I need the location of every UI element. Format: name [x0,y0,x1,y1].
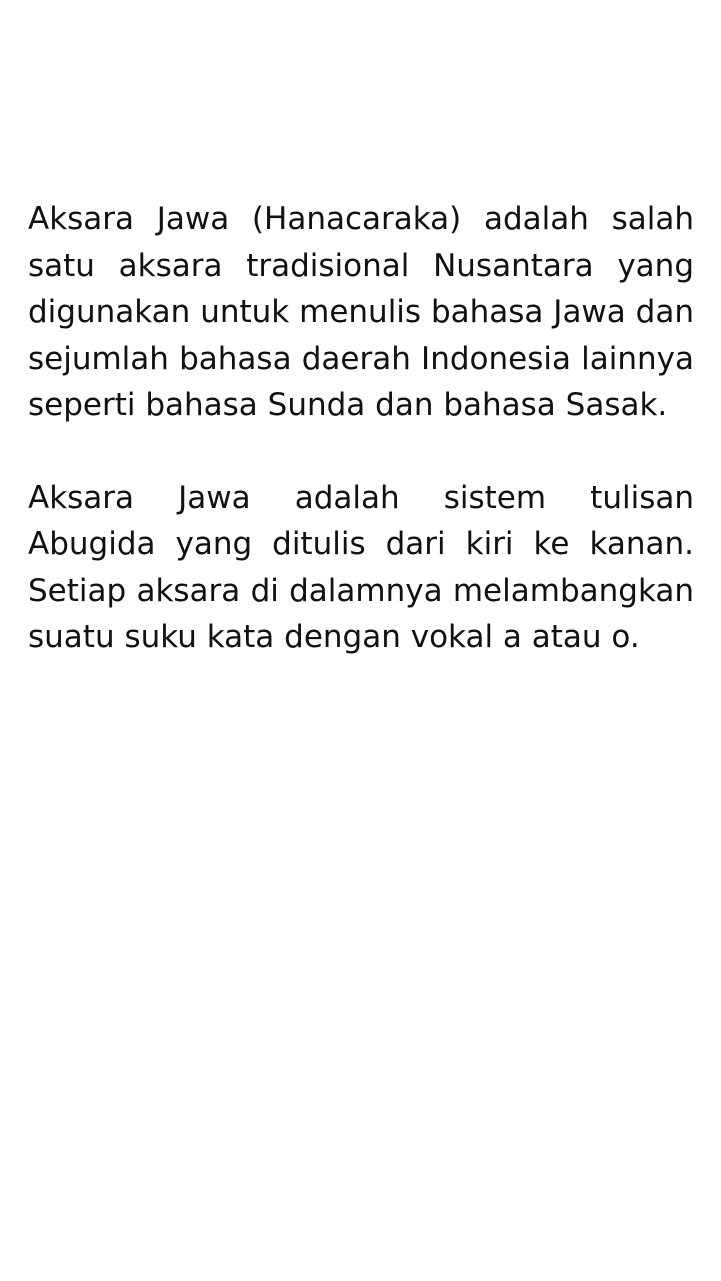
article-paragraph-2: Aksara Jawa adalah sistem tulisan Abugida yang ditulis dari kiri ke kanan. Setiap aksara di dalamnya melambangkan suatu suku kata dengan vokal a atau o. [28,479,694,655]
article-paragraph-1: Aksara Jawa (Hanacaraka) adalah salah satu aksara tradisional Nusantara yang digunakan untuk menulis bahasa Jawa dan sejumlah bahasa daerah Indonesia lainnya seperti bahasa Sunda dan bahasa Sasak. [28,201,694,423]
article-content [28,196,694,661]
